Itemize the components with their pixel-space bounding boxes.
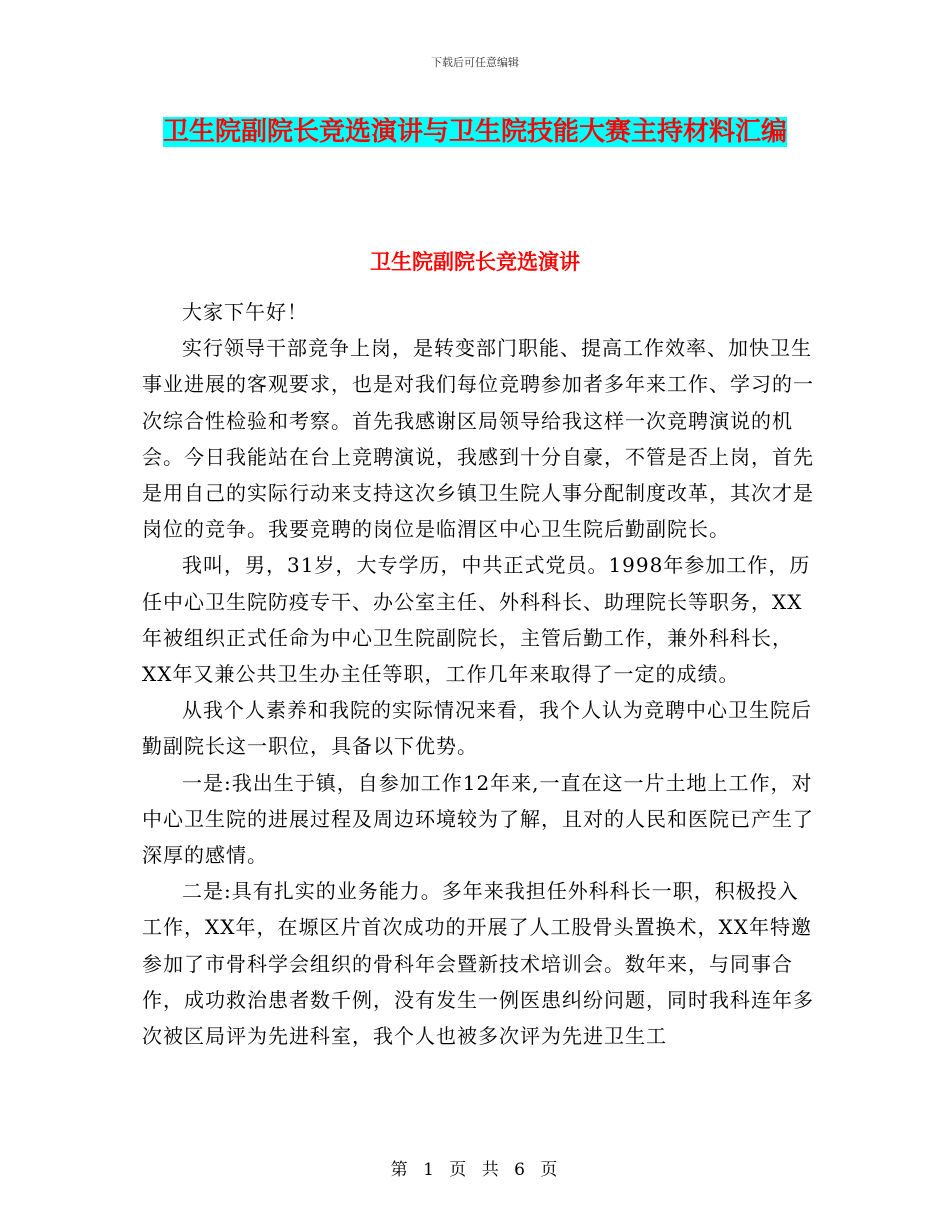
footer-mid: 页 — [449, 1160, 469, 1180]
total-page-count: 6 — [514, 1160, 527, 1180]
paragraph-greeting: 大家下午好！ — [182, 300, 308, 324]
paragraph: 二是:具有扎实的业务能力。多年来我担任外科科长一职，积极投入工作，XX年，在塬区片首次成功的开展了人工股骨头置换术，XX年特邀参加了市骨科学会组织的骨科年会暨新技术培训会。数年来，与同事合作，成功救治患者数千例，没有发生一例医患纠纷问题，同时我科连年多次被区局评为先进科室，我个人也被多次评为先进卫生工 — [142, 879, 814, 1049]
section-title: 卫生院副院长竞选演讲 — [370, 250, 580, 274]
paragraph: 从我个人素养和我院的实际情况来看，我个人认为竞聘中心卫生院后勤副院长这一职位，具备以下优势。 — [142, 698, 812, 759]
paragraph: 一是:我出生于镇，自参加工作12年来,一直在这一片土地上工作，对中心卫生院的进展过程及周边环境较为了解，且对的人民和医院已产生了深厚的感情。 — [142, 770, 814, 868]
document-title-text: 卫生院副院长竞选演讲与卫生院技能大赛主持材料汇编 — [162, 117, 787, 147]
paragraph: 我叫，男，31岁，大专学历，中共正式党员。1998年参加工作，历任中心卫生院防疫专干、办公室主任、外科科长、助理院长等职务，XX年被组织正式任命为中心卫生院副院长，主管后勤工作，兼外科科长，XX年又兼公共卫生办主任等职，工作几年来取得了一定的成绩。 — [142, 553, 811, 687]
document-body — [142, 294, 816, 1054]
page-footer — [0, 1155, 950, 1180]
header-note: 下载后可任意编辑 — [431, 56, 519, 69]
footer-total-label: 共 — [481, 1160, 501, 1180]
footer-prefix: 第 — [390, 1160, 410, 1180]
paragraph: 实行领导干部竞争上岗，是转变部门职能、提高工作效率、加快卫生事业进展的客观要求，也是对我们每位竞聘参加者多年来工作、学习的一次综合性检验和考察。首先我感谢区局领导给我这样一次竞聘演说的机会。今日我能站在台上竞聘演说，我感到十分自豪，不管是否上岗，首先是用自己的实际行动来支持这次乡镇卫生院人事分配制度改革，其次才是岗位的竞争。我要竞聘的岗位是临渭区中心卫生院后勤副院长。 — [142, 336, 814, 542]
footer-suffix: 页 — [540, 1160, 560, 1180]
current-page-number: 1 — [423, 1160, 436, 1180]
document-title — [140, 108, 810, 156]
